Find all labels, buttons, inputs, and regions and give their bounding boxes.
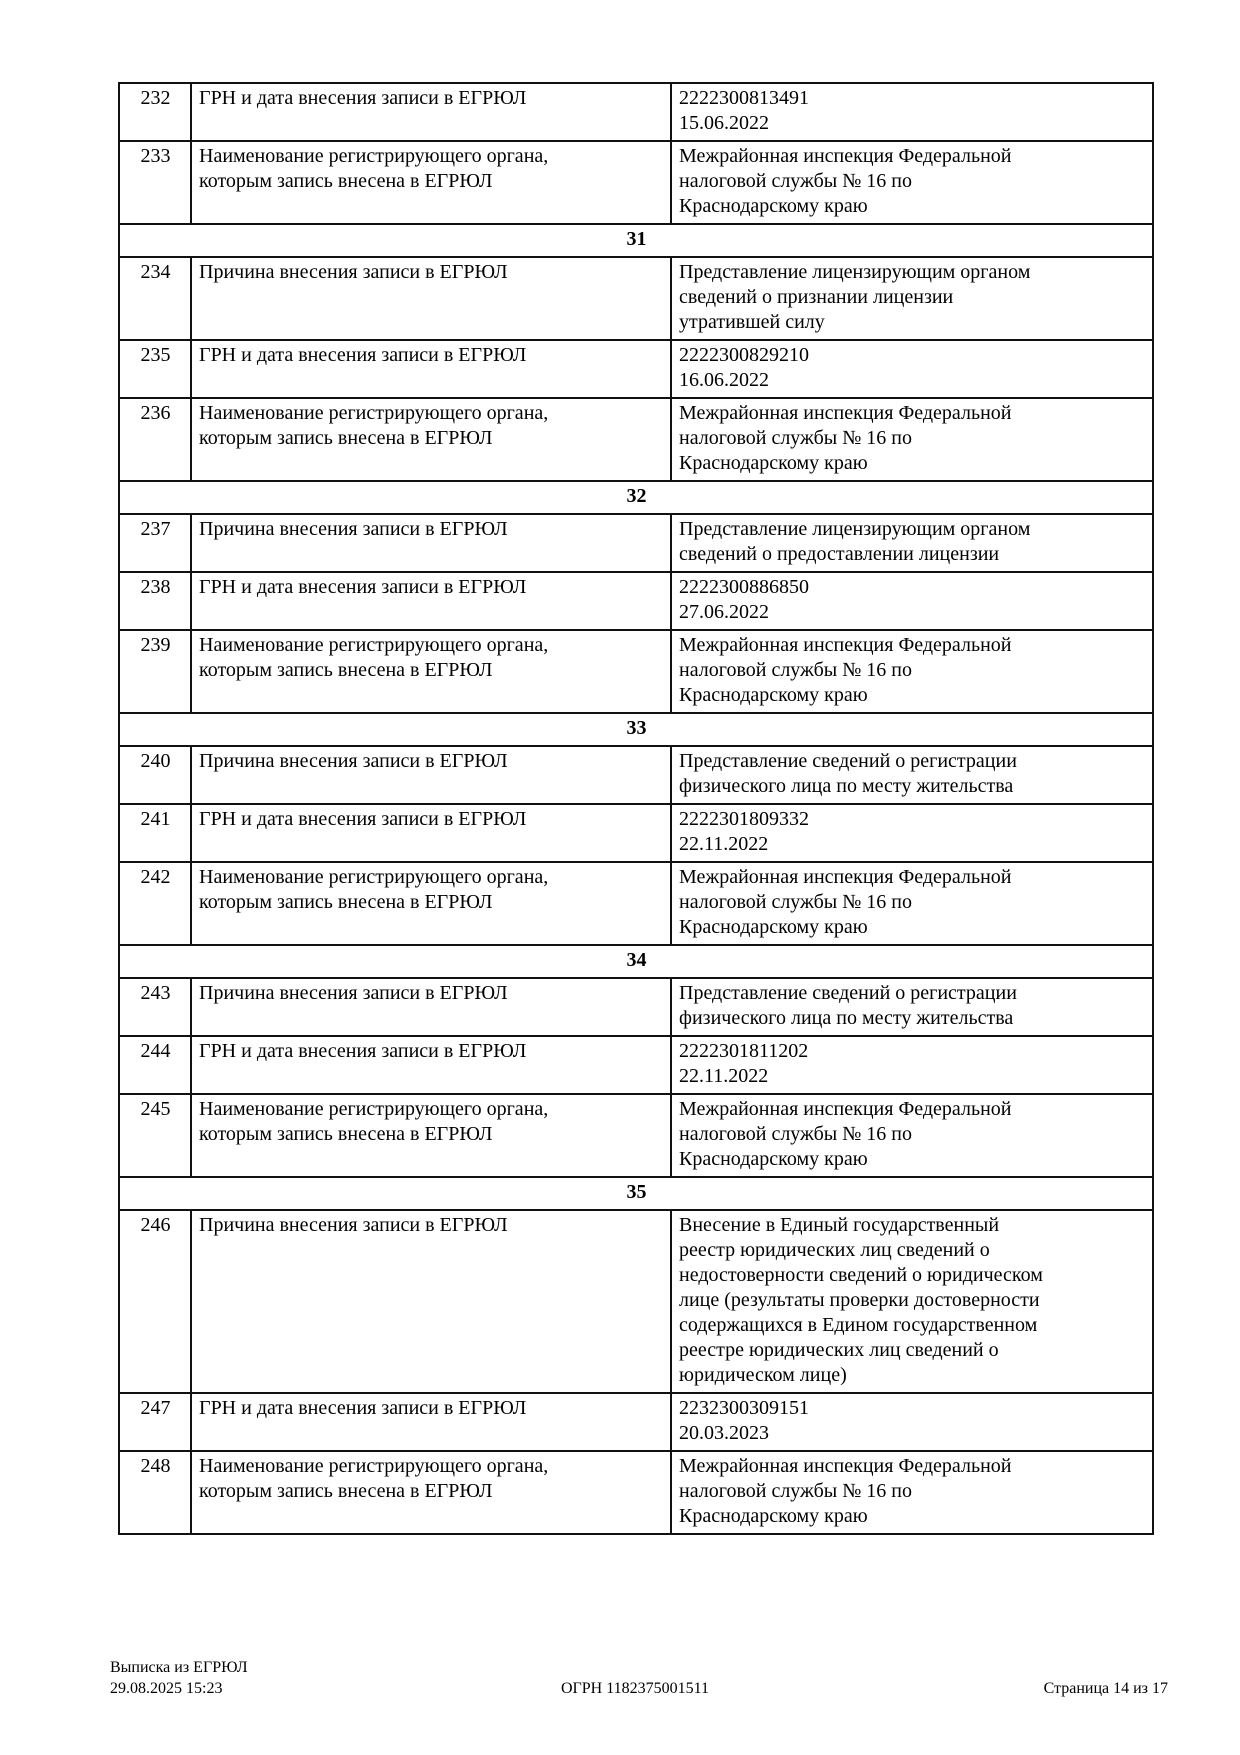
record-value-cell <box>671 1094 1153 1177</box>
record-value-line: Межрайонная инспекция Федеральной <box>679 634 1012 656</box>
record-label-line: Причина внесения записи в ЕГРЮЛ <box>199 750 508 772</box>
record-value-cell <box>671 257 1153 340</box>
footer-doc-title: Выписка из ЕГРЮЛ <box>110 1659 248 1676</box>
record-value-cell <box>671 978 1153 1036</box>
record-label-cell <box>191 1393 671 1451</box>
record-number: 238 <box>119 572 191 630</box>
record-label-line: Наименование регистрирующего органа, <box>199 1455 549 1477</box>
record-value-line: реестре юридических лиц сведений о <box>679 1339 999 1361</box>
record-row <box>119 514 1153 572</box>
record-label-line: которым запись внесена в ЕГРЮЛ <box>199 170 493 192</box>
records-table-body <box>119 83 1153 1534</box>
record-label-cell <box>191 804 671 862</box>
record-value-line: Представление лицензирующим органом <box>679 518 1031 540</box>
record-number: 246 <box>119 1210 191 1393</box>
record-value-line: Краснодарскому краю <box>679 195 868 217</box>
record-label-cell <box>191 340 671 398</box>
record-value-line: Межрайонная инспекция Федеральной <box>679 1098 1012 1120</box>
record-label-line: Причина внесения записи в ЕГРЮЛ <box>199 1214 508 1236</box>
record-label-cell <box>191 514 671 572</box>
record-label-line: Наименование регистрирующего органа, <box>199 145 549 167</box>
record-row <box>119 630 1153 713</box>
record-value-line: Краснодарскому краю <box>679 684 868 706</box>
record-value-line: 22.11.2022 <box>679 1065 769 1087</box>
record-value-cell <box>671 398 1153 481</box>
record-number: 244 <box>119 1036 191 1094</box>
record-label-line: которым запись внесена в ЕГРЮЛ <box>199 891 493 913</box>
record-number: 239 <box>119 630 191 713</box>
record-value-line: Внесение в Единый государственный <box>679 1214 1000 1236</box>
record-row <box>119 1036 1153 1094</box>
record-number: 240 <box>119 746 191 804</box>
record-value-cell <box>671 340 1153 398</box>
record-value-cell <box>671 1210 1153 1393</box>
egrul-records-table <box>118 82 1154 1535</box>
record-label-line: ГРН и дата внесения записи в ЕГРЮЛ <box>199 808 527 830</box>
record-value-line: 2222300886850 <box>679 576 809 598</box>
record-label-line: Причина внесения записи в ЕГРЮЛ <box>199 518 508 540</box>
record-value-line: реестр юридических лиц сведений о <box>679 1239 990 1261</box>
record-value-line: 22.11.2022 <box>679 833 769 855</box>
record-value-line: Краснодарскому краю <box>679 916 868 938</box>
record-value-line: Представление сведений о регистрации <box>679 750 1017 772</box>
record-value-line: лице (результаты проверки достоверности <box>679 1289 1040 1311</box>
record-row <box>119 862 1153 945</box>
footer-page-number: Страница 14 из 17 <box>1043 1680 1168 1697</box>
record-number: 232 <box>119 83 191 141</box>
record-value-cell <box>671 141 1153 224</box>
record-value-line: налоговой службы № 16 по <box>679 1480 912 1502</box>
record-number: 245 <box>119 1094 191 1177</box>
record-label-line: ГРН и дата внесения записи в ЕГРЮЛ <box>199 344 527 366</box>
record-label-cell <box>191 1036 671 1094</box>
record-label-line: ГРН и дата внесения записи в ЕГРЮЛ <box>199 1397 527 1419</box>
record-label-cell <box>191 746 671 804</box>
record-label-line: Наименование регистрирующего органа, <box>199 634 549 656</box>
record-value-line: Межрайонная инспекция Федеральной <box>679 866 1012 888</box>
record-label-line: которым запись внесена в ЕГРЮЛ <box>199 659 493 681</box>
record-value-line: 2222301811202 <box>679 1040 809 1062</box>
record-value-cell <box>671 804 1153 862</box>
section-number: 35 <box>119 1177 1153 1210</box>
record-row <box>119 83 1153 141</box>
record-label-line: Причина внесения записи в ЕГРЮЛ <box>199 261 508 283</box>
record-label-line: Причина внесения записи в ЕГРЮЛ <box>199 982 508 1004</box>
record-row <box>119 141 1153 224</box>
record-label-line: которым запись внесена в ЕГРЮЛ <box>199 1123 493 1145</box>
record-value-line: налоговой службы № 16 по <box>679 1123 912 1145</box>
record-label-cell <box>191 398 671 481</box>
record-value-line: Межрайонная инспекция Федеральной <box>679 1455 1012 1477</box>
record-label-cell <box>191 1210 671 1393</box>
record-value-line: налоговой службы № 16 по <box>679 427 912 449</box>
record-row <box>119 978 1153 1036</box>
record-label-cell <box>191 572 671 630</box>
record-value-cell <box>671 746 1153 804</box>
record-label-cell <box>191 83 671 141</box>
record-label-cell <box>191 978 671 1036</box>
record-number: 234 <box>119 257 191 340</box>
record-value-line: Межрайонная инспекция Федеральной <box>679 145 1012 167</box>
record-row <box>119 746 1153 804</box>
record-row <box>119 804 1153 862</box>
record-value-line: 2222301809332 <box>679 808 809 830</box>
record-label-line: Наименование регистрирующего органа, <box>199 866 549 888</box>
section-number: 32 <box>119 481 1153 514</box>
record-value-line: 16.06.2022 <box>679 369 769 391</box>
record-label-line: ГРН и дата внесения записи в ЕГРЮЛ <box>199 1040 527 1062</box>
footer-datetime: 29.08.2025 15:23 <box>110 1680 223 1697</box>
record-value-line: Краснодарскому краю <box>679 452 868 474</box>
record-value-cell <box>671 83 1153 141</box>
section-header-row <box>119 481 1153 514</box>
record-number: 248 <box>119 1451 191 1534</box>
record-value-line: сведений о признании лицензии <box>679 286 954 308</box>
record-value-line: сведений о предоставлении лицензии <box>679 543 1000 565</box>
record-value-line: 20.03.2023 <box>679 1422 769 1444</box>
section-header-row <box>119 1177 1153 1210</box>
record-value-line: утратившей силу <box>679 311 825 333</box>
record-number: 242 <box>119 862 191 945</box>
record-label-line: которым запись внесена в ЕГРЮЛ <box>199 1480 493 1502</box>
record-row <box>119 1094 1153 1177</box>
record-value-cell <box>671 630 1153 713</box>
record-value-line: физического лица по месту жительства <box>679 775 1014 797</box>
record-label-line: Наименование регистрирующего органа, <box>199 1098 549 1120</box>
record-label-line: Наименование регистрирующего органа, <box>199 402 549 424</box>
record-value-line: 2222300829210 <box>679 344 809 366</box>
section-header-row <box>119 713 1153 746</box>
record-value-line: 27.06.2022 <box>679 601 769 623</box>
record-value-line: содержащихся в Едином государственном <box>679 1314 1038 1336</box>
section-number: 34 <box>119 945 1153 978</box>
section-header-row <box>119 945 1153 978</box>
record-value-line: налоговой службы № 16 по <box>679 170 912 192</box>
record-value-line: Представление лицензирующим органом <box>679 261 1031 283</box>
record-label-cell <box>191 1451 671 1534</box>
record-value-cell <box>671 514 1153 572</box>
record-row <box>119 398 1153 481</box>
record-number: 233 <box>119 141 191 224</box>
section-header-row <box>119 224 1153 257</box>
record-row <box>119 1210 1153 1393</box>
record-label-cell <box>191 257 671 340</box>
record-number: 237 <box>119 514 191 572</box>
record-row <box>119 1451 1153 1534</box>
record-value-line: Межрайонная инспекция Федеральной <box>679 402 1012 424</box>
record-value-line: Краснодарскому краю <box>679 1148 868 1170</box>
record-value-line: 15.06.2022 <box>679 112 769 134</box>
record-value-cell <box>671 1036 1153 1094</box>
record-number: 235 <box>119 340 191 398</box>
record-value-line: налоговой службы № 16 по <box>679 891 912 913</box>
record-label-cell <box>191 862 671 945</box>
record-row <box>119 572 1153 630</box>
record-value-line: 2232300309151 <box>679 1397 809 1419</box>
record-value-line: Представление сведений о регистрации <box>679 982 1017 1004</box>
record-value-cell <box>671 1451 1153 1534</box>
record-number: 236 <box>119 398 191 481</box>
record-number: 247 <box>119 1393 191 1451</box>
record-value-line: недостоверности сведений о юридическом <box>679 1264 1043 1286</box>
records-table-container <box>118 82 1154 1535</box>
record-value-cell <box>671 1393 1153 1451</box>
record-value-line: физического лица по месту жительства <box>679 1007 1014 1029</box>
record-label-cell <box>191 630 671 713</box>
record-value-line: налоговой службы № 16 по <box>679 659 912 681</box>
record-row <box>119 340 1153 398</box>
record-label-cell <box>191 1094 671 1177</box>
record-value-line: Краснодарскому краю <box>679 1505 868 1527</box>
record-label-line: ГРН и дата внесения записи в ЕГРЮЛ <box>199 576 527 598</box>
record-number: 241 <box>119 804 191 862</box>
record-row <box>119 257 1153 340</box>
section-number: 33 <box>119 713 1153 746</box>
section-number: 31 <box>119 224 1153 257</box>
record-label-line: которым запись внесена в ЕГРЮЛ <box>199 427 493 449</box>
record-value-cell <box>671 862 1153 945</box>
record-label-line: ГРН и дата внесения записи в ЕГРЮЛ <box>199 87 527 109</box>
record-value-cell <box>671 572 1153 630</box>
record-label-cell <box>191 141 671 224</box>
footer-ogrn: ОГРН 1182375001511 <box>560 1680 710 1697</box>
record-row <box>119 1393 1153 1451</box>
record-value-line: 2222300813491 <box>679 87 809 109</box>
record-value-line: юридическом лице) <box>679 1364 847 1386</box>
record-number: 243 <box>119 978 191 1036</box>
